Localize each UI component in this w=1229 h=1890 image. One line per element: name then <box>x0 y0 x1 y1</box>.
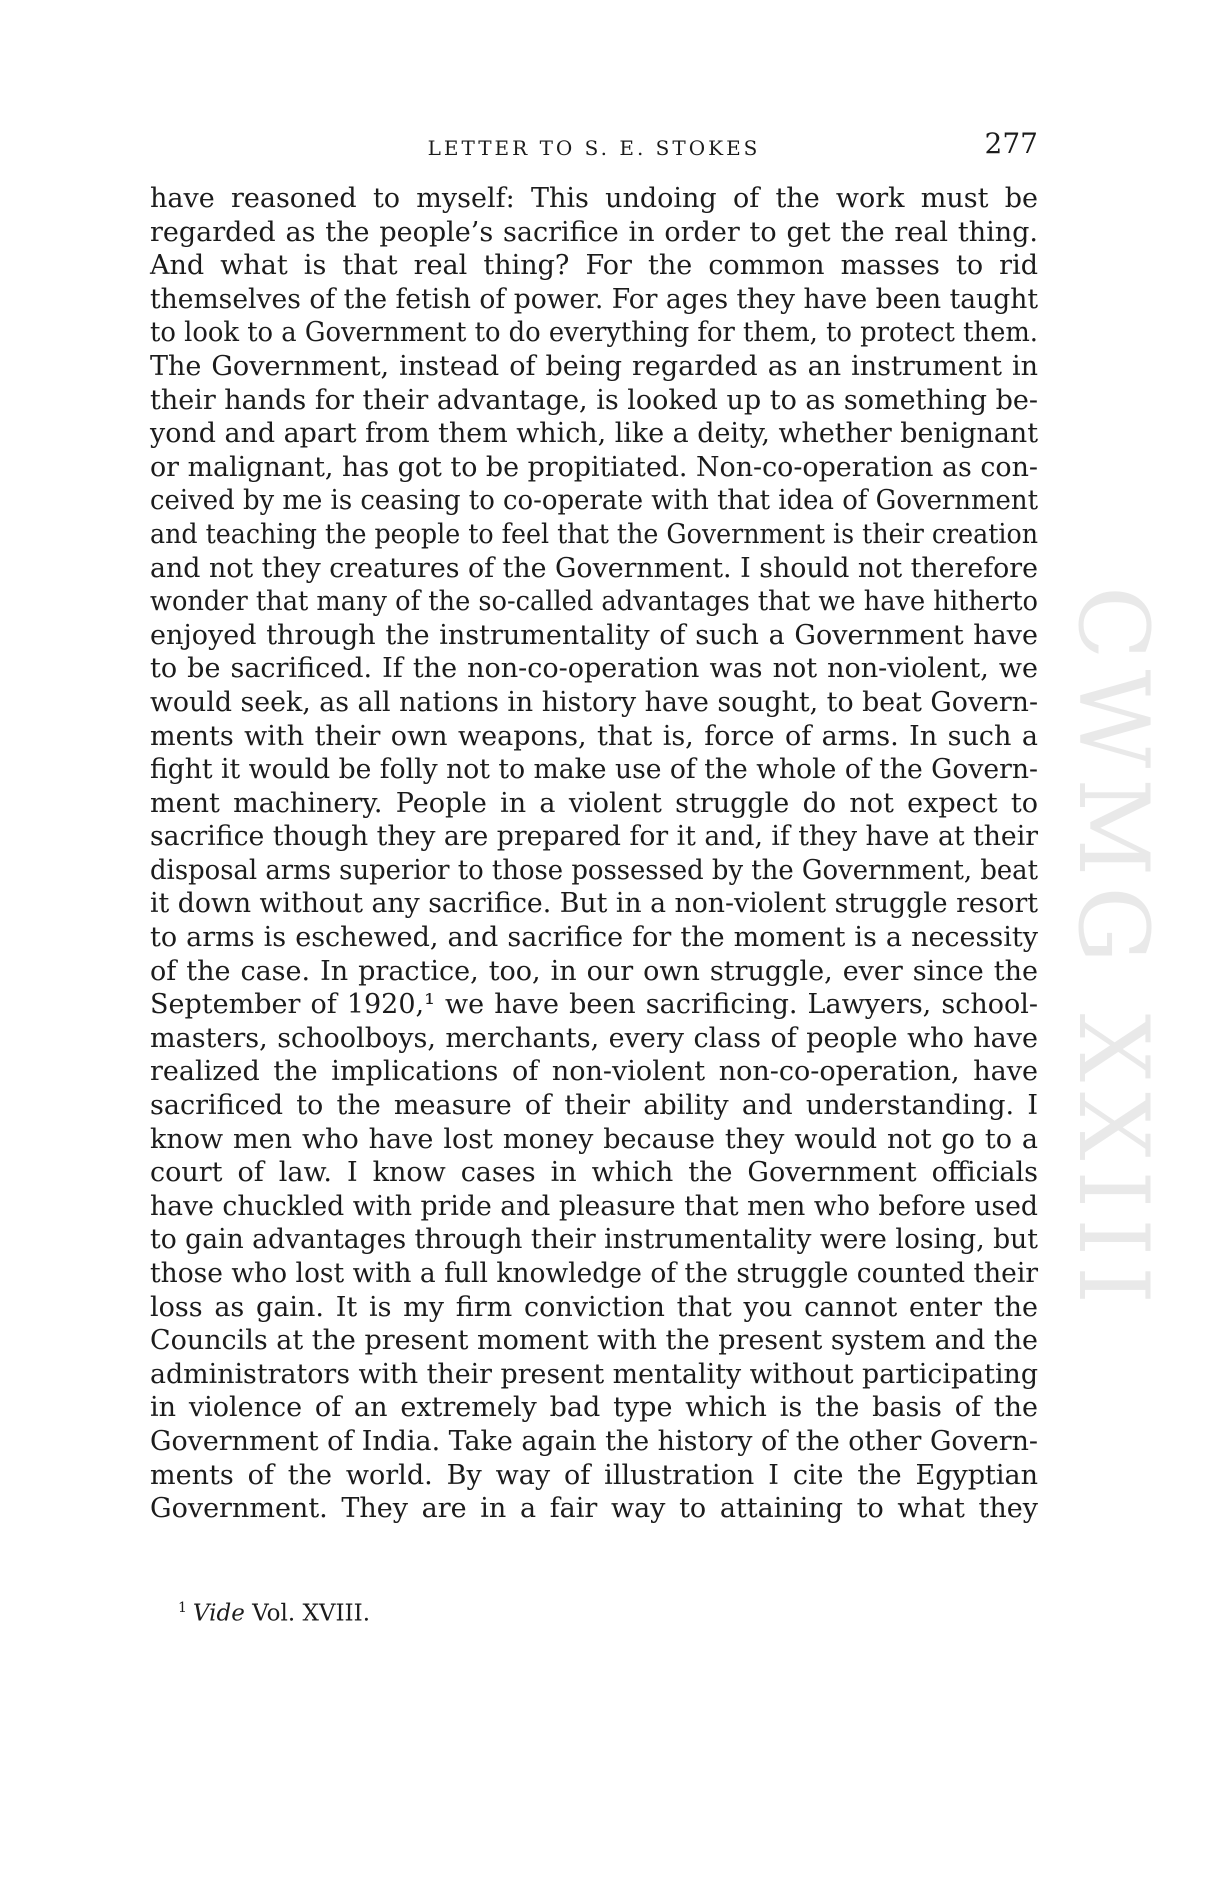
text-line: have reasoned to myself: This undoing of the work must be <box>150 183 1038 214</box>
text-line: to gain advantages through their instrumentality were losing, but <box>150 1224 1038 1256</box>
running-title: LETTER TO S. E. STOKES <box>427 136 761 160</box>
text-line: sacrifice though they are prepared for it and, if they have at their <box>150 821 1038 853</box>
text-line: to look to a Government to do everything for them, to protect them. <box>150 317 1038 349</box>
text-line: regarded as the people’s sacrifice in order to get the real thing. <box>150 216 1038 248</box>
text-line: know men who have lost money because they would not go to a <box>150 1123 1038 1155</box>
body-text <box>150 182 1038 1526</box>
text-line: ceived by me is ceasing to co-operate with that idea of Government <box>150 485 1038 517</box>
text-line: those who lost with a full knowledge of the struggle counted their <box>150 1258 1038 1289</box>
text-line: to be sacrificed. If the non-co-operation was not non-violent, we <box>150 653 1038 685</box>
text-line: it down without any sacrifice. But in a non-violent struggle resort <box>150 888 1038 920</box>
text-line: wonder that many of the so-called advantages that we have hitherto <box>150 586 1038 618</box>
footnote-marker: 1 <box>178 1600 187 1616</box>
text-line: Government of India. Take again the history of the other Govern- <box>150 1425 1038 1457</box>
text-line: administrators with their present mentality without participating <box>150 1358 1038 1390</box>
text-line: in violence of an extremely bad type which is the basis of the <box>150 1392 1038 1424</box>
text-line: Government. They are in a fair way to attaining to what they <box>150 1493 1038 1525</box>
watermark-text: CWMG XXIII <box>1057 585 1169 1315</box>
text-line: ments with their own weapons, that is, force of arms. In such a <box>150 720 1038 752</box>
text-line: masters, schoolboys, merchants, every class of people who have <box>150 1022 1038 1054</box>
page-header <box>150 128 1038 168</box>
text-line: And what is that real thing? For the common masses to rid <box>150 250 1038 282</box>
text-line: ment machinery. People in a violent struggle do not expect to <box>150 787 1038 819</box>
text-line: have chuckled with pride and pleasure that men who before used <box>150 1190 1038 1222</box>
footnote-text: Vol. XVIII. <box>244 1600 371 1627</box>
text-line: realized the implications of non-violent non-co-operation, have <box>150 1056 1038 1088</box>
text-line: would seek, as all nations in history have sought, to beat Govern- <box>150 686 1038 718</box>
text-line: enjoyed through the instrumentality of such a Government have <box>150 619 1038 651</box>
text-line: September of 1920,¹ we have been sacrificing. Lawyers, school- <box>150 989 1038 1021</box>
text-line: ments of the world. By way of illustration I cite the Egyptian <box>150 1459 1038 1491</box>
text-line: or malignant, has got to be propitiated. Non-co-operation as con- <box>150 451 1038 483</box>
watermark <box>1048 440 1178 1460</box>
text-line: The Government, instead of being regarded as an instrument in <box>150 350 1038 382</box>
text-line: and teaching the people to feel that the Government is their creation <box>150 518 1038 550</box>
text-line: loss as gain. It is my firm conviction that you cannot enter the <box>150 1291 1038 1323</box>
footnote-vide: Vide <box>192 1600 245 1627</box>
text-line: to arms is eschewed, and sacrifice for the moment is a necessity <box>150 922 1038 954</box>
text-line: fight it would be folly not to make use of the whole of the Govern- <box>150 754 1038 786</box>
text-line: and not they creatures of the Government. I should not therefore <box>150 552 1038 584</box>
text-line: sacrificed to the measure of their ability and understanding. I <box>150 1090 1038 1122</box>
text-line: court of law. I know cases in which the Government officials <box>150 1157 1038 1189</box>
footnote <box>178 1600 370 1628</box>
text-line: Councils at the present moment with the present system and the <box>150 1325 1038 1357</box>
page-number: 277 <box>984 127 1038 160</box>
text-line: their hands for their advantage, is looked up to as something be- <box>150 384 1038 416</box>
text-line: of the case. In practice, too, in our own struggle, ever since the <box>150 955 1038 987</box>
text-line: disposal arms superior to those possessed by the Government, beat <box>150 854 1038 886</box>
text-line: themselves of the fetish of power. For ages they have been taught <box>150 283 1038 315</box>
text-line: yond and apart from them which, like a deity, whether benignant <box>150 418 1038 450</box>
